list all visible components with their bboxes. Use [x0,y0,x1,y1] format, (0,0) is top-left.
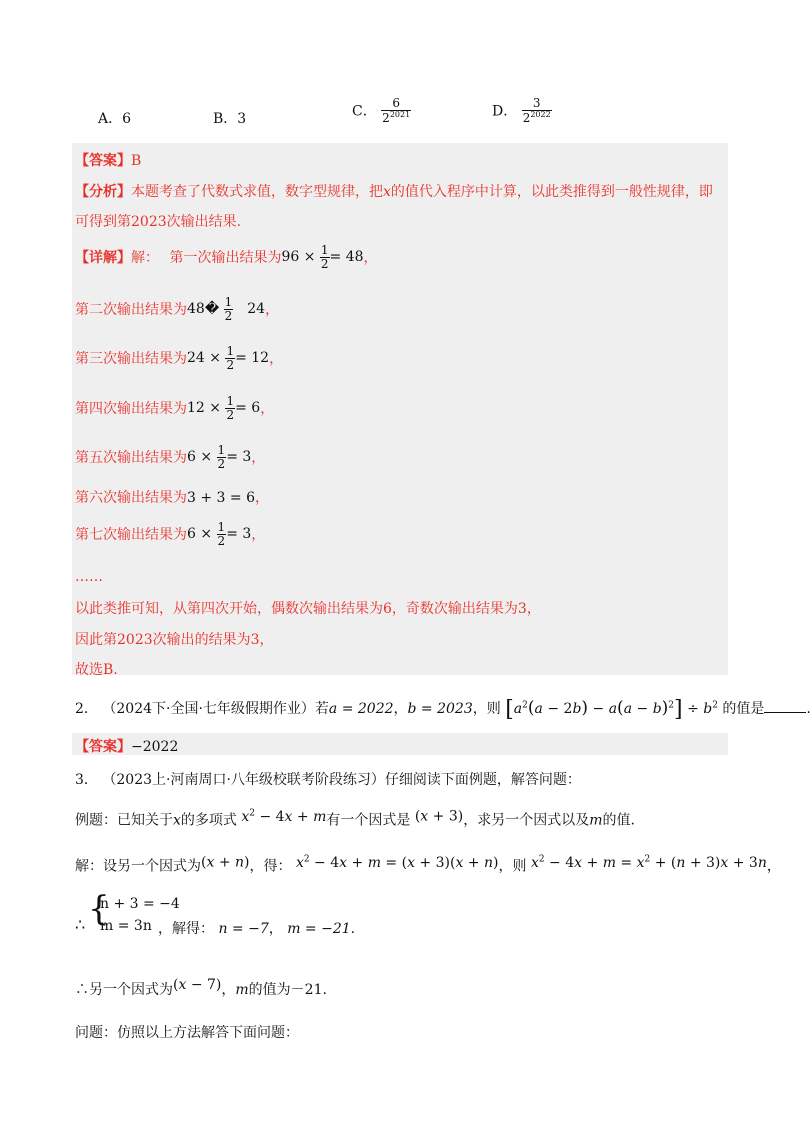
q3-solution-line: 解：设另一个因式为(x + n)，得： $x^2 - 4x + m = (x + 3)(x + n)$，则 $x^2 - 4x + m = x^2 + (n + 3)x + 3n$， [75,854,781,875]
q3-example: 例题：已知关于x的多项式 $x^2 - 4x + m$有一个因式是 (x + 3)，求另一个因式以及m的值. [75,808,635,829]
q1-conclusion-3: 故选B. [75,662,118,678]
q1-analysis: 【分析】本题考查了代数式求值，数字型规律，把x的值代入程序中计算，以此类推得到一般性规律，即 [75,184,713,200]
q1-answer: 【答案】B [75,153,142,169]
option-d: D． $\frac{3}{2^{2022}}$ [492,96,551,125]
q1-detail-step-3: 第三次输出结果为24 × $\frac{1}{2}$ = 12， [75,344,284,372]
q1-detail-step-2: 第二次输出结果为48� $\frac{1}{2}$ 24， [75,295,280,323]
q2-expression: $[a^2(a - 2b) - a(a - b)^2] \div b^2$ [505,697,718,722]
q3-expansion: $x^2 - 4x + m = x^2 + (n + 3)x + 3n$ [530,854,767,871]
q1-ellipsis: …… [75,569,103,585]
q3-identity: $x^2 - 4x + m = (x + 3)(x + n)$ [295,854,499,871]
option-d-fraction: $\frac{3}{2^{2022}}$ [522,96,551,125]
therefore-symbol: ∴ [75,915,86,934]
q1-detail-step-1: 【详解】解： 第一次输出结果为96 × $\frac{1}{2}$ = 48， [75,243,378,271]
system-eq-2: m = 3n [100,918,152,934]
option-c-fraction: $\frac{6}{2^{2021}}$ [382,96,411,125]
option-c: C． $\frac{6}{2^{2021}}$ [352,96,411,125]
q3-polynomial: $x^2 - 4x + m$ [241,808,327,825]
q1-detail-step-7: 第七次输出结果为6 × $\frac{1}{2}$ = 3， [75,520,266,548]
option-b: B．3 [213,111,247,127]
q1-detail-step-6: 第六次输出结果为3 + 3 = 6， [75,490,269,506]
q1-conclusion-1: 以此类推可知，从第四次开始，偶数次输出结果为6，奇数次输出结果为3， [75,601,541,617]
q1-detail-step-4: 第四次输出结果为12 × $\frac{1}{2}$ = 6， [75,394,275,422]
q3-factor: (x + 3) [414,808,464,825]
q1-analysis-cont: 可得到第2023次输出结果. [75,214,242,230]
q3-solve-result: ，解得： n = −7， m = −21. [158,921,356,937]
option-a: A．6 [98,111,132,127]
q3-question-prompt: 问题：仿照以上方法解答下面问题： [75,1025,299,1041]
system-eq-1: n + 3 = −4 [100,896,180,912]
q2-answer: 【答案】−2022 [75,739,179,755]
q1-detail-step-5: 第五次输出结果为6 × $\frac{1}{2}$ = 3， [75,443,266,471]
q1-conclusion-2: 因此第2023次输出的结果为3， [75,632,274,648]
system-brace: { [88,889,110,929]
q2-question: 2． （2024下·全国·七年级假期作业）若a = 2022，b = 2023，则 $[a^2(a - 2b) - a(a - b)^2] \div b^2$ 的值是 . [75,697,811,722]
q2-answer-blank [764,700,806,713]
q3-question: 3． （2023上·河南周口·八年级校联考阶段练习）仔细阅读下面例题，解答问题： [75,772,581,788]
q3-conclusion: ∴另一个因式为(x − 7)，m的值为－21. [75,977,327,998]
